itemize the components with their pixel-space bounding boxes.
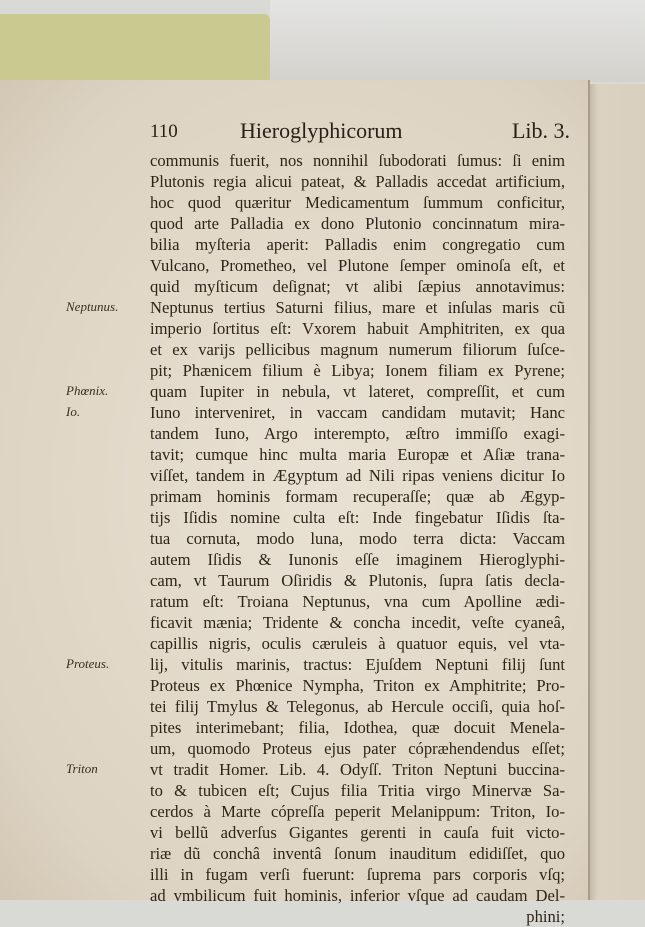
text-row: [0, 633, 588, 654]
text-line: pit; Phænicem filium è Libya; Ionem filiam ex Pyrene;: [150, 361, 565, 380]
text-row: [0, 150, 588, 171]
text-line: tei filij Tmylus & Telegonus, ab Hercule occiſi, quia hoſ-: [150, 697, 565, 716]
text-line: imperio ſortitus eſt: Vxorem habuit Amphitriten, ex qua: [150, 319, 565, 338]
facing-page-edge: [586, 84, 645, 900]
text-line: Iuno interveniret, in vaccam candidam mutavit; Hanc: [150, 403, 565, 422]
text-line: to & tubicen eſt; Cujus filia Tritia virgo Minervæ Sa-: [150, 781, 565, 800]
text-line: ficavit mænia; Tridente & concha incedit, veſte cyaneâ,: [150, 613, 565, 632]
text-row: [0, 297, 588, 318]
text-row: [0, 885, 588, 906]
text-line: quam Iupiter in nebula, vt lateret, compreſſit, et cum: [150, 382, 565, 401]
text-row: [0, 360, 588, 381]
text-row: [0, 801, 588, 822]
text-line: lij, vitulis marinis, tractus: Ejuſdem Neptuni filij ſunt: [150, 655, 565, 674]
text-line: pites interimebant; filia, Idothea, quæ docuit Menela-: [150, 718, 565, 737]
text-row: [0, 549, 588, 570]
text-line: tavit; cumque hinc multa maria Europæ et Aſiæ trana-: [150, 445, 565, 464]
text-row: [0, 738, 588, 759]
text-line: capillis nigris, oculis cæruleis à quatuor equis, vel vta-: [150, 634, 565, 653]
book-number: Lib. 3.: [511, 118, 570, 143]
text-line: tijs Iſidis nomine culta eſt: Inde fingebatur Iſidis ſta-: [150, 508, 565, 527]
text-line: ratum eſt: Troiana Neptunus, vna cum Apolline ædi-: [150, 592, 565, 611]
text-line: communis fuerit, nos nonnihil ſubodorati ſumus: ſi enim: [150, 151, 565, 170]
text-line: Proteus ex Phœnice Nympha, Triton ex Amphitrite; Pro-: [150, 676, 565, 695]
text-row: [0, 675, 588, 696]
text-line: riæ dũ conchâ inventâ ſonum inauditum edidiſſet, quo: [150, 844, 565, 863]
text-line: phini;: [526, 907, 565, 926]
text-line: autem Iſidis & Iunonis eſſe imaginem Hieroglyphi-: [150, 550, 565, 569]
text-row: [0, 759, 588, 780]
text-line: vt tradit Homer. Lib. 4. Odyſſ. Triton Neptuni buccina-: [150, 760, 565, 779]
text-row: [0, 864, 588, 885]
text-line: quid myſticum deſignat; vt alibi ſæpius annotavimus:: [150, 277, 565, 296]
text-row: [0, 528, 588, 549]
marginal-note: Triton: [66, 761, 98, 776]
text-row: [0, 780, 588, 801]
text-line: ad vmbilicum fuit hominis, inferior vſque ad caudam Del-: [150, 886, 565, 905]
text-row: [0, 171, 588, 192]
text-row: [0, 843, 588, 864]
text-row: [0, 192, 588, 213]
text-line: vi bellũ adverſus Gigantes gerenti in cauſa fuit victo-: [150, 823, 565, 842]
text-row: [0, 213, 588, 234]
text-row: [0, 465, 588, 486]
text-row: [0, 255, 588, 276]
running-header: [150, 118, 570, 148]
text-row: [0, 612, 588, 633]
marginal-note: Neptunus.: [66, 299, 119, 314]
running-title: Hieroglyphicorum: [240, 118, 403, 143]
text-line: Vulcano, Prometheo, vel Plutone ſemper ominoſa eſt, et: [150, 256, 565, 275]
text-line: tua cornuta, modo luna, modo terra dicta: Vaccam: [150, 529, 565, 548]
text-row: [0, 276, 588, 297]
text-row: [0, 654, 588, 675]
text-row: [0, 486, 588, 507]
text-line: quod arte Palladia ex dono Plutonio concinnatum mira-: [150, 214, 565, 233]
text-row: [0, 339, 588, 360]
text-line: viſſet, tandem in Ægyptum ad Nili ripas veniens dicitur Io: [150, 466, 565, 485]
text-row: [0, 906, 588, 927]
green-paper-strip: [0, 14, 270, 80]
text-row: [0, 444, 588, 465]
text-line: cam, vt Taurum Oſiridis & Plutonis, ſupra ſatis decla-: [150, 571, 565, 590]
marginal-note: Proteus.: [66, 656, 110, 671]
text-line: et ex varijs pellicibus magnum numerum filiorum ſuſce-: [150, 340, 565, 359]
text-line: tandem Iuno, Argo interempto, æſtro immiſſo exagi-: [150, 424, 565, 443]
text-line: bilia myſteria aperit: Palladis enim congregatio cum: [150, 235, 565, 254]
text-row: [0, 696, 588, 717]
text-row: [0, 591, 588, 612]
page-number: 110: [150, 121, 178, 142]
text-line: Neptunus tertius Saturni filius, mare et inſulas maris cũ: [150, 298, 565, 317]
text-row: [0, 822, 588, 843]
text-row: [0, 402, 588, 423]
text-row: [0, 318, 588, 339]
text-row: [0, 570, 588, 591]
text-row: [0, 234, 588, 255]
text-line: illi in fugam verſi fuerunt: ſuprema pars corporis vſq;: [150, 865, 565, 884]
text-line: hoc quod quæritur Medicamentum ſummum conficitur,: [150, 193, 565, 212]
background: [270, 0, 645, 82]
text-row: [0, 423, 588, 444]
text-row: [0, 507, 588, 528]
page-body: [0, 150, 588, 927]
text-row: [0, 717, 588, 738]
text-line: um, quomodo Proteus ejus pater cópræhendendus eſſet;: [150, 739, 565, 758]
text-line: Plutonis regia alicui pateat, & Palladis accedat artificium,: [150, 172, 565, 191]
text-row: [0, 381, 588, 402]
text-line: primam hominis formam recuperaſſe; quæ ab Ægyp-: [150, 487, 565, 506]
text-line: cerdos à Marte cópreſſa peperit Melanippum: Triton, Io-: [150, 802, 565, 821]
marginal-note: Phœnix.: [66, 383, 109, 398]
marginal-note: Io.: [66, 404, 81, 419]
